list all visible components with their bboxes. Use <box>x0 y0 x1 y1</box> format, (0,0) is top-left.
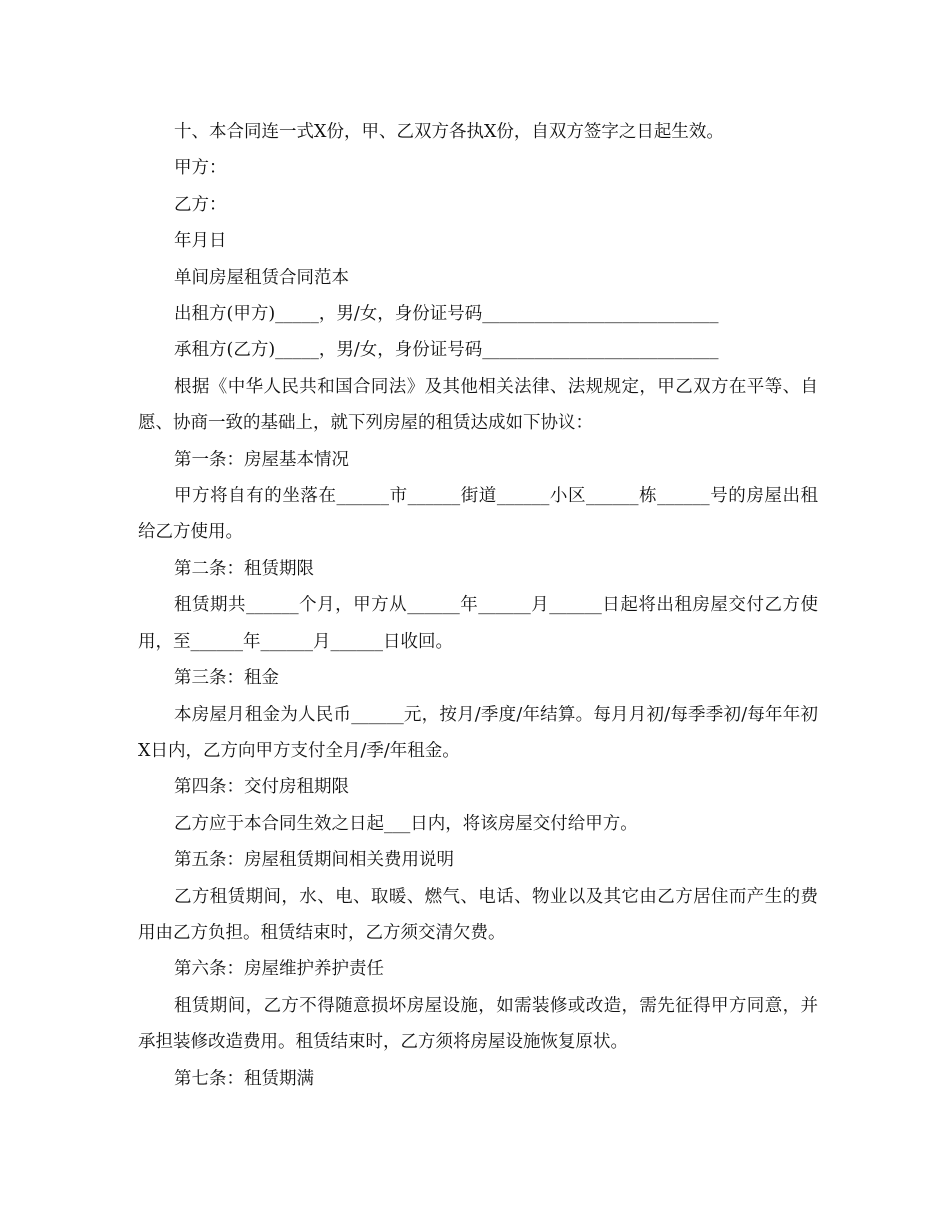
signature-date: 年月日 <box>174 231 227 252</box>
article-6-body: 租赁期间，乙方不得随意损坏房屋设施，如需装修或改造，需先征得甲方同意，并承担装修改造费用。租赁结束时，乙方须将房屋设施恢复原状。 <box>138 995 818 1053</box>
lessor-line: 出租方(甲方)_____，男/女，身份证号码___________________________ <box>174 304 719 325</box>
article-2-body: 租赁期共______个月，甲方从______年______月______日起将出租房屋交付乙方使用，至______年______月______日收回。 <box>138 595 818 652</box>
article-5-heading: 第五条：房屋租赁期间相关费用说明 <box>174 850 454 871</box>
signature-party-a: 甲方： <box>174 158 227 179</box>
document-title: 单间房屋租赁合同范本 <box>174 267 349 288</box>
article-3-body: 本房屋月租金为人民币______元，按月/季度/年结算。每月月初/每季季初/每年年初X日内，乙方向甲方支付全月/季/年租金。 <box>138 704 818 761</box>
article-1-body: 甲方将自有的坐落在______市______街道______小区______栋______号的房屋出租给乙方使用。 <box>138 486 818 543</box>
article-4-body: 乙方应于本合同生效之日起___日内，将该房屋交付给甲方。 <box>174 813 638 834</box>
article-7-heading: 第七条：租赁期满 <box>174 1068 314 1089</box>
lessee-line: 承租方(乙方)_____，男/女，身份证号码___________________________ <box>174 340 719 361</box>
signature-party-b: 乙方： <box>174 194 227 215</box>
article-1-heading: 第一条：房屋基本情况 <box>174 449 349 470</box>
clause-10-effectivity: 十、本合同连一式X份，甲、乙双方各执X份，自双方签字之日起生效。 <box>174 122 724 142</box>
preamble-paragraph: 根据《中华人民共和国合同法》及其他相关法律、法规规定，甲乙双方在平等、自愿、协商一致的基础上，就下列房屋的租赁达成如下协议： <box>138 376 818 434</box>
article-3-heading: 第三条：租金 <box>174 668 279 689</box>
article-6-heading: 第六条：房屋维护养护责任 <box>174 959 384 980</box>
article-5-body: 乙方租赁期间，水、电、取暖、燃气、电话、物业以及其它由乙方居住而产生的费用由乙方负担。租赁结束时，乙方须交清欠费。 <box>138 886 818 943</box>
document-body <box>138 114 818 1097</box>
article-2-heading: 第二条：租赁期限 <box>174 558 314 579</box>
article-4-heading: 第四条：交付房租期限 <box>174 777 349 798</box>
